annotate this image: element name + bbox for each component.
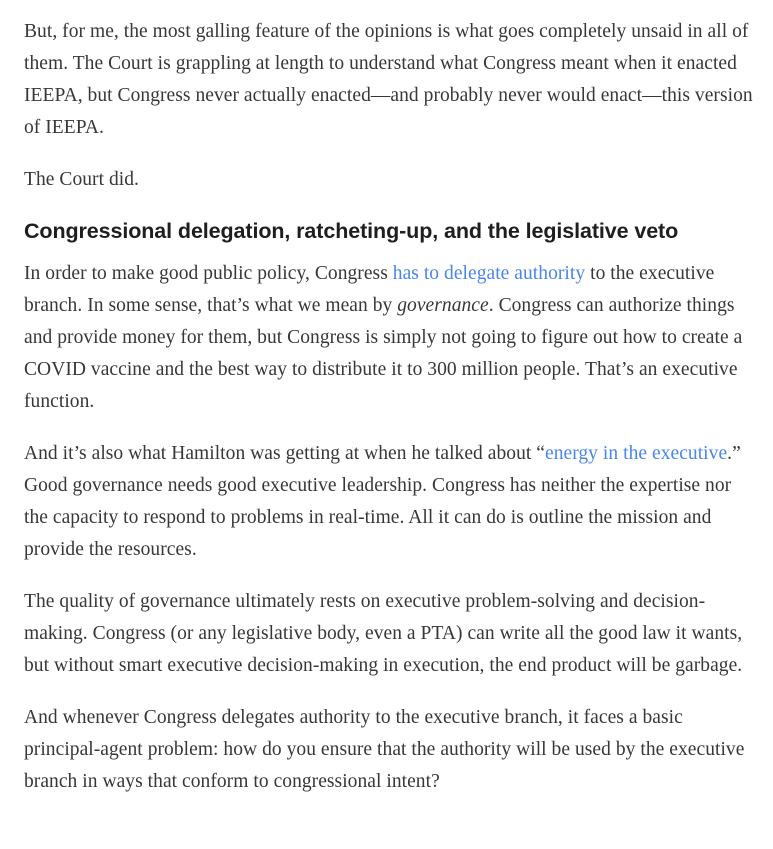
paragraph-quality-governance [24,586,754,682]
paragraph-text: . Congress can authorize things and provide money for them, but Congress is simply not going to figure out how to create a COVID vaccine and the best way to distribute it to 300 million people. That’s an executive function. [24,295,743,412]
paragraph-text: And it’s also what Hamilton was getting at when he talked about “ [24,443,545,464]
paragraph-text: But, for me, the most galling feature of the opinions is what goes completely unsaid in all of them. The Court is grappling at length to understand what Congress meant when it enacted IEEPA, but Congress never actually enacted—and probably never would enact—this version of IEEPA. [24,21,753,138]
paragraph-text: to the executive branch. In some sense, that’s what we mean by [24,263,715,316]
emphasis-governance: governance [397,295,489,316]
paragraph-opinions-unsaid [24,16,754,144]
article-body [24,16,754,818]
paragraph-court-did [24,164,754,196]
paragraph-text: The quality of governance ultimately rests on executive problem-solving and decision-making. Congress (or any legislative body, even a PTA) can write all the good law it wants, but without smart executive decision-making in execution, the end product will be garbage. [24,591,743,676]
paragraph-text: In order to make good public policy, Congress [24,263,393,284]
paragraph-principal-agent [24,702,754,798]
link-energy-in-the-executive[interactable]: energy in the executive [544,443,728,464]
paragraph-energy-executive [24,438,754,566]
paragraph-text: The Court did. [24,169,139,190]
paragraph-text: .” Good governance needs good executive leadership. Congress has neither the expertise nor the capacity to respond to problems in real-time. All it can do is outline the mission and provide the resources. [24,443,741,560]
link-has-to-delegate-authority[interactable]: has to delegate authority [392,263,586,284]
paragraph-text: And whenever Congress delegates authority to the executive branch, it faces a basic principal-agent problem: how do you ensure that the authority will be used by the executive branch in ways that conform to congressional intent? [24,707,745,792]
paragraph-delegate-authority [24,258,754,418]
section-heading: Congressional delegation, ratcheting-up, and the legislative veto [24,219,679,243]
